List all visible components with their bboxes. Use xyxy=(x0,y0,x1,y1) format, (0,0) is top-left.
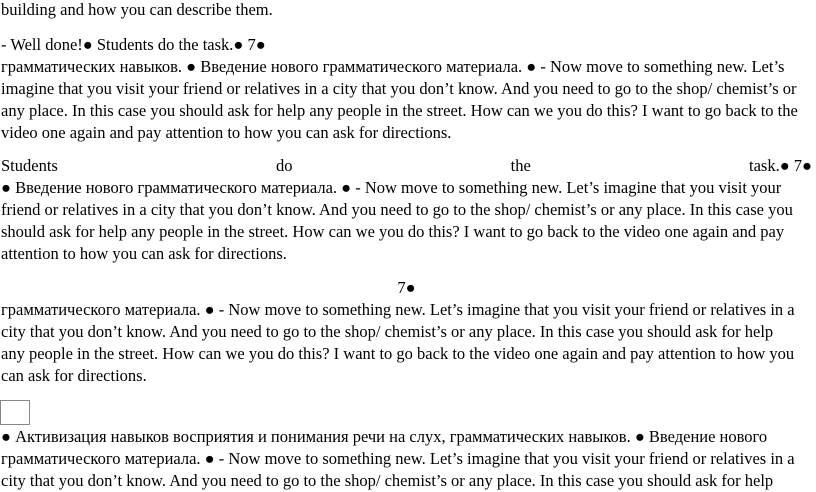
text-line: can ask for directions. xyxy=(1,366,147,385)
text-line: ● Введение нового грамматического материала. ● - Now move to something new. Let’s imagine that you visit your xyxy=(1,178,782,197)
word: Students xyxy=(1,156,58,175)
text-line: video one again and pay attention to how you can ask for directions. xyxy=(1,123,452,142)
text-line: any place. In this case you should ask for help any people in the street. How can we you do this? I want to go back to the xyxy=(1,101,798,120)
text-line: грамматических навыков. ● Введение нового грамматического материала. ● - Now move to something new. Let’s xyxy=(1,57,785,76)
word: do xyxy=(276,156,293,175)
text-line: friend or relatives in a city that you don’t know. And you need to go to the shop/ chemist’s or any place. In this case you xyxy=(1,200,793,219)
justified-line xyxy=(1,156,812,176)
text-line: any people in the street. How can we you do this? I want to go back to the video one again and pay attention to how you xyxy=(1,344,795,363)
text-line: - Well done!● Students do the task.● 7● xyxy=(1,35,266,54)
text-line: city that you don’t know. And you need to go to the shop/ chemist’s or any place. In this case you should ask for help xyxy=(1,322,774,341)
text-line: building and how you can describe them. xyxy=(1,0,273,19)
text-line: attention to how you can ask for directions. xyxy=(1,244,287,263)
text-line: грамматического материала. ● - Now move to something new. Let’s imagine that you visit your friend or relatives in a xyxy=(1,300,795,319)
text-line: грамматического материала. ● - Now move to something new. Let’s imagine that you visit your friend or relatives in a xyxy=(1,449,795,468)
word: task.● 7● xyxy=(748,156,812,175)
text-line: city that you don’t know. And you need to go to the shop/ chemist’s or any place. In this case you should ask for help xyxy=(1,471,774,490)
text-line: imagine that you visit your friend or relatives in a city that you don’t know. And you need to go to the shop/ chemist’s or xyxy=(1,79,797,98)
empty-checkbox xyxy=(0,400,30,425)
word: the xyxy=(510,156,531,175)
text-line: ● Активизация навыков восприятия и понимания речи на слух, грамматических навыков. ● Введение нового xyxy=(1,427,768,446)
text-line: should ask for help any people in the street. How can we you do this? I want to go back to the video one again and pay xyxy=(1,222,785,241)
page-number: 7● xyxy=(397,278,416,297)
